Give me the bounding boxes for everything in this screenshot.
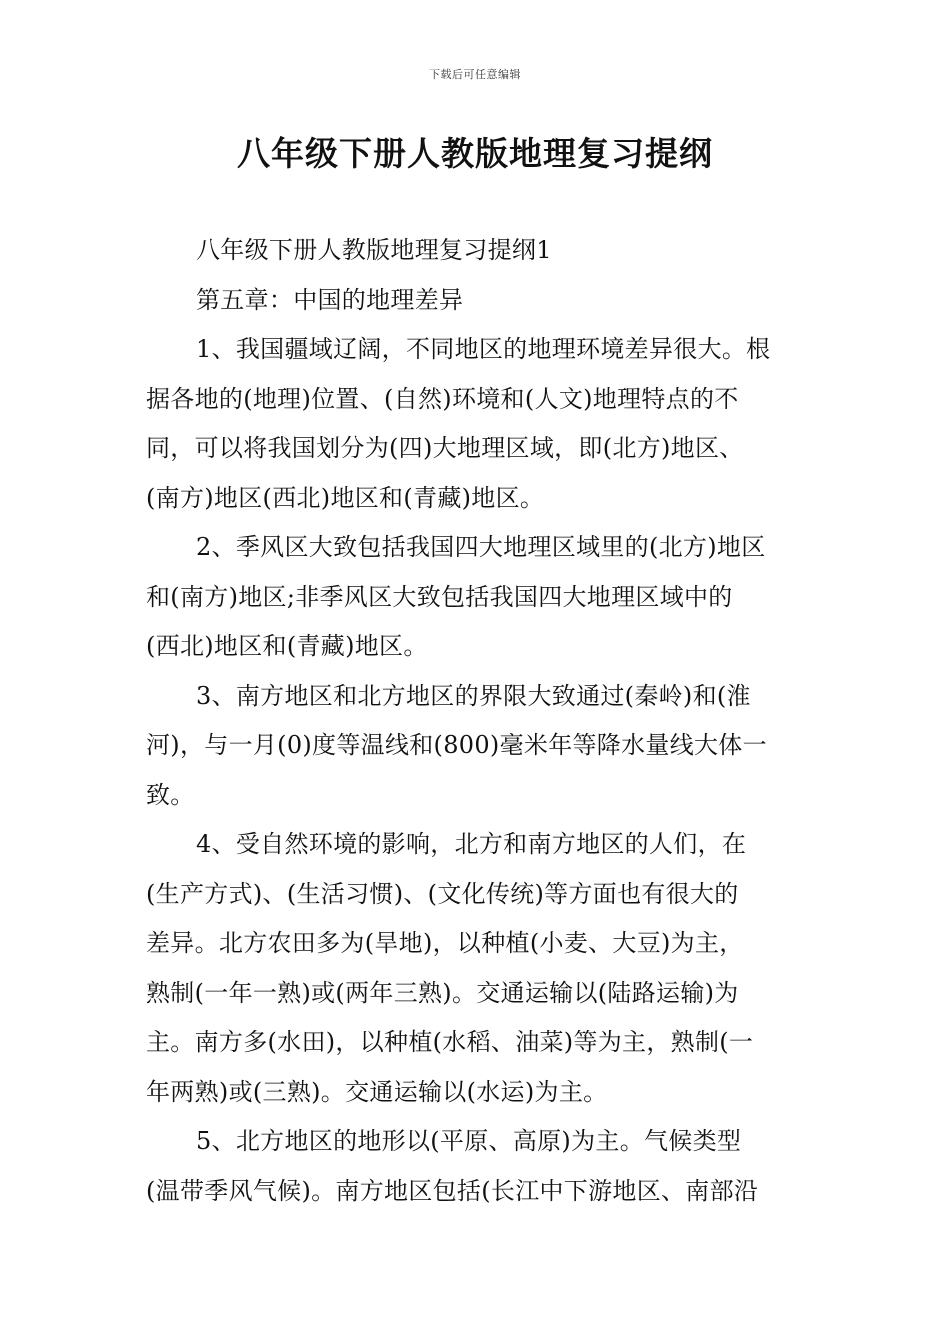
page-title: 八年级下册人教版地理复习提纲 bbox=[237, 134, 713, 173]
paragraph-line: (南方)地区(西北)地区和(青藏)地区。 bbox=[146, 483, 545, 512]
paragraph-line: (生产方式)、(生活习惯)、(文化传统)等方面也有很大的 bbox=[146, 879, 739, 908]
paragraph-3 bbox=[146, 672, 810, 821]
paragraph-line: (西北)地区和(青藏)地区。 bbox=[146, 632, 428, 660]
chapter-heading: 第五章：中国的地理差异 bbox=[196, 285, 464, 314]
paragraph-line: 致。 bbox=[146, 780, 195, 809]
paragraph-line: 同，可以将我国划分为(四)大地理区域，即(北方)地区、 bbox=[146, 434, 744, 462]
paragraph-4 bbox=[146, 820, 810, 1117]
paragraph-line: 熟制(一年一熟)或(两年三熟)。交通运输以(陆路运输)为 bbox=[146, 978, 739, 1007]
paragraph-line: 3、南方地区和北方地区的界限大致通过(秦岭)和(淮 bbox=[196, 681, 751, 710]
paragraph-5 bbox=[146, 1117, 810, 1216]
paragraph-line: (温带季风气候)。南方地区包括(长江中下游地区、南部沿 bbox=[146, 1176, 759, 1205]
paragraph-2 bbox=[146, 523, 810, 672]
paragraph-line: 1、我国疆域辽阔，不同地区的地理环境差异很大。根 bbox=[196, 335, 771, 363]
section-heading: 八年级下册人教版地理复习提纲1 bbox=[196, 236, 552, 264]
paragraph-line: 据各地的(地理)位置、(自然)环境和(人文)地理特点的不 bbox=[146, 384, 739, 413]
paragraph-line: 4、受自然环境的影响，北方和南方地区的人们，在 bbox=[196, 830, 747, 858]
header-watermark: 下载后可任意编辑 bbox=[429, 68, 521, 81]
paragraph-line: 主。南方多(水田)，以种植(水稻、油菜)等为主，熟制(一 bbox=[146, 1028, 754, 1056]
document-body bbox=[146, 226, 810, 1216]
paragraph-line: 和(南方)地区;非季风区大致包括我国四大地理区域中的 bbox=[146, 582, 733, 611]
paragraph-line: 河)，与一月(0)度等温线和(800)毫米年等降水量线大体一 bbox=[146, 731, 767, 759]
paragraph-line: 5、北方地区的地形以(平原、高原)为主。气候类型 bbox=[196, 1127, 742, 1155]
paragraph-line: 差异。北方农田多为(旱地)，以种植(小麦、大豆)为主， bbox=[146, 929, 744, 957]
paragraph-line: 2、季风区大致包括我国四大地理区域里的(北方)地区 bbox=[196, 533, 766, 561]
paragraph-1 bbox=[146, 325, 810, 523]
paragraph-line: 年两熟)或(三熟)。交通运输以(水运)为主。 bbox=[146, 1077, 608, 1106]
